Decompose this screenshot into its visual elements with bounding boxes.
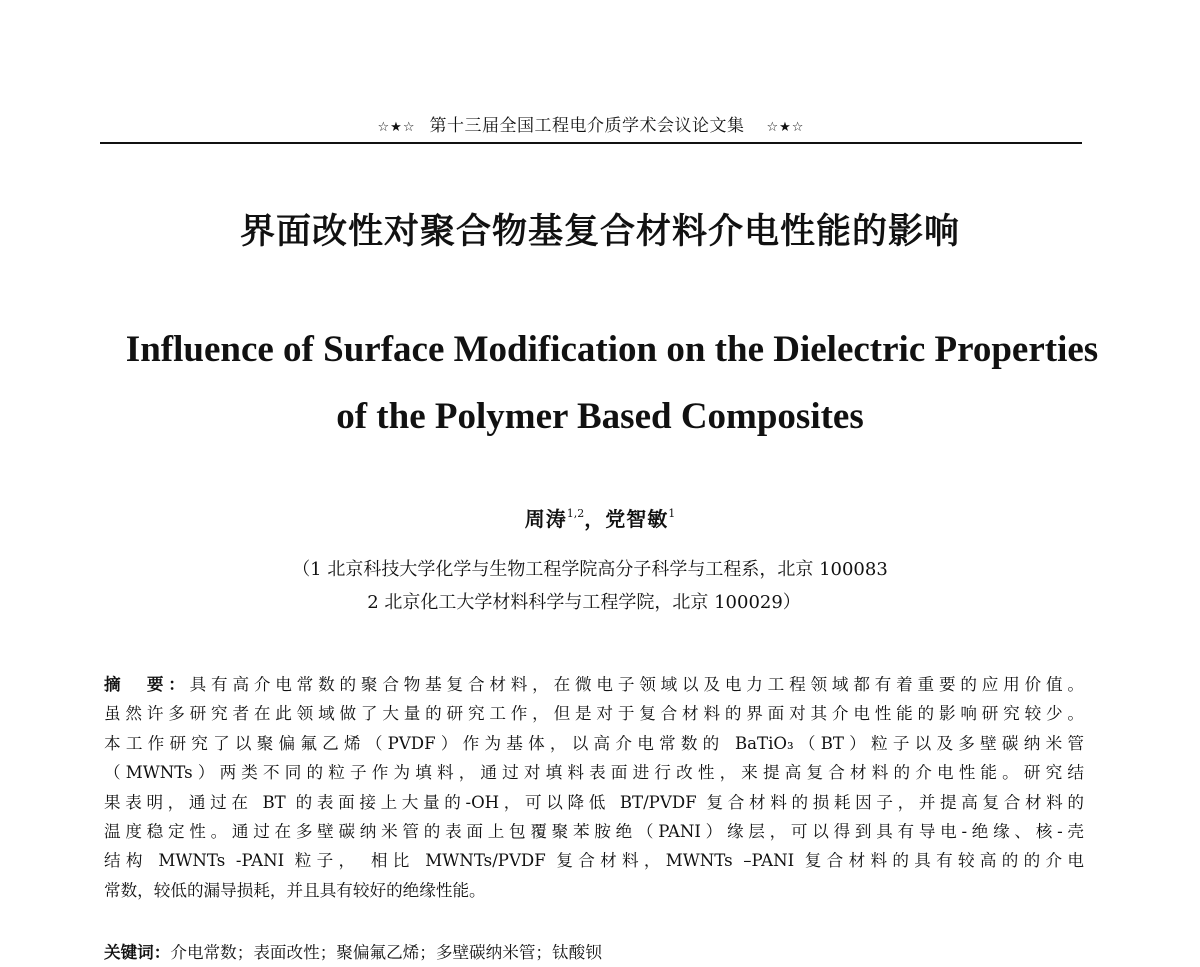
- paper-title-english-line1: Influence of Surface Modification on the Dielectric Properties: [125, 329, 1099, 370]
- abstract-line: 温度稳定性。通过在多壁碳纳米管的表面上包覆聚苯胺绝（PANI）缘层，可以得到具有导电-绝缘、核-壳: [104, 822, 1084, 842]
- author-list: [0, 498, 1200, 535]
- abstract-line: 果表明，通过在 BT 的表面接上大量的-OH，可以降低 BT/PVDF 复合材料的损耗因子，并提高复合材料的: [104, 792, 1084, 812]
- abstract-text: 具有高介电常数的聚合物基复合材料，在微电子领域以及电力工程领域都有着重要的应用价值。: [189, 675, 1084, 694]
- author-affiliation-mark: 1: [668, 507, 676, 520]
- author-name: 周涛: [524, 507, 567, 531]
- keywords: [104, 938, 1084, 967]
- abstract-label: 摘 要：: [104, 674, 190, 694]
- abstract-line: 常数，较低的漏导损耗，并且具有较好的绝缘性能。: [104, 880, 486, 900]
- abstract: [104, 670, 1084, 905]
- abstract-line: 本工作研究了以聚偏氟乙烯（PVDF）作为基体，以高介电常数的 BaTiO₃（BT）粒子以及多壁碳纳米管: [104, 733, 1084, 753]
- header-rule: [100, 142, 1082, 144]
- keywords-label: 关键词：: [104, 942, 171, 962]
- author-affiliation-mark: 1,2: [566, 507, 585, 520]
- paper-title-english-line2: of the Polymer Based Composites: [336, 396, 864, 437]
- affiliation-line: 2 北京化工大学材料科学与工程学院，北京 100029）: [367, 592, 801, 613]
- proceedings-title: 第十三届全国工程电介质学术会议论文集: [429, 116, 745, 136]
- author-separator: ，: [584, 507, 606, 531]
- abstract-line: 虽然许多研究者在此领域做了大量的研究工作，但是对于复合材料的界面对其介电性能的影响研究较少。: [104, 704, 1084, 724]
- affiliation-line: （1 北京科技大学化学与生物工程学院高分子科学与工程系，北京 100083: [292, 559, 888, 580]
- abstract-line: [104, 670, 1084, 699]
- author-name: 党智敏: [605, 507, 669, 531]
- running-header: [100, 114, 1082, 140]
- header-stars-left: ☆★☆: [377, 120, 416, 135]
- paper-title-chinese: 界面改性对聚合物基复合材料介电性能的影响: [239, 211, 960, 252]
- keywords-text: 介电常数；表面改性；聚偏氟乙烯；多壁碳纳米管；钛酸钡: [170, 943, 602, 962]
- header-stars-right: ☆★☆: [766, 120, 805, 135]
- abstract-line: 结构 MWNTs -PANI 粒子， 相比 MWNTs/PVDF 复合材料，MWNTs –PANI 复合材料的具有较高的的介电: [104, 851, 1084, 871]
- abstract-line: （MWNTs）两类不同的粒子作为填料，通过对填料表面进行改性，来提高复合材料的介电性能。研究结: [104, 763, 1084, 783]
